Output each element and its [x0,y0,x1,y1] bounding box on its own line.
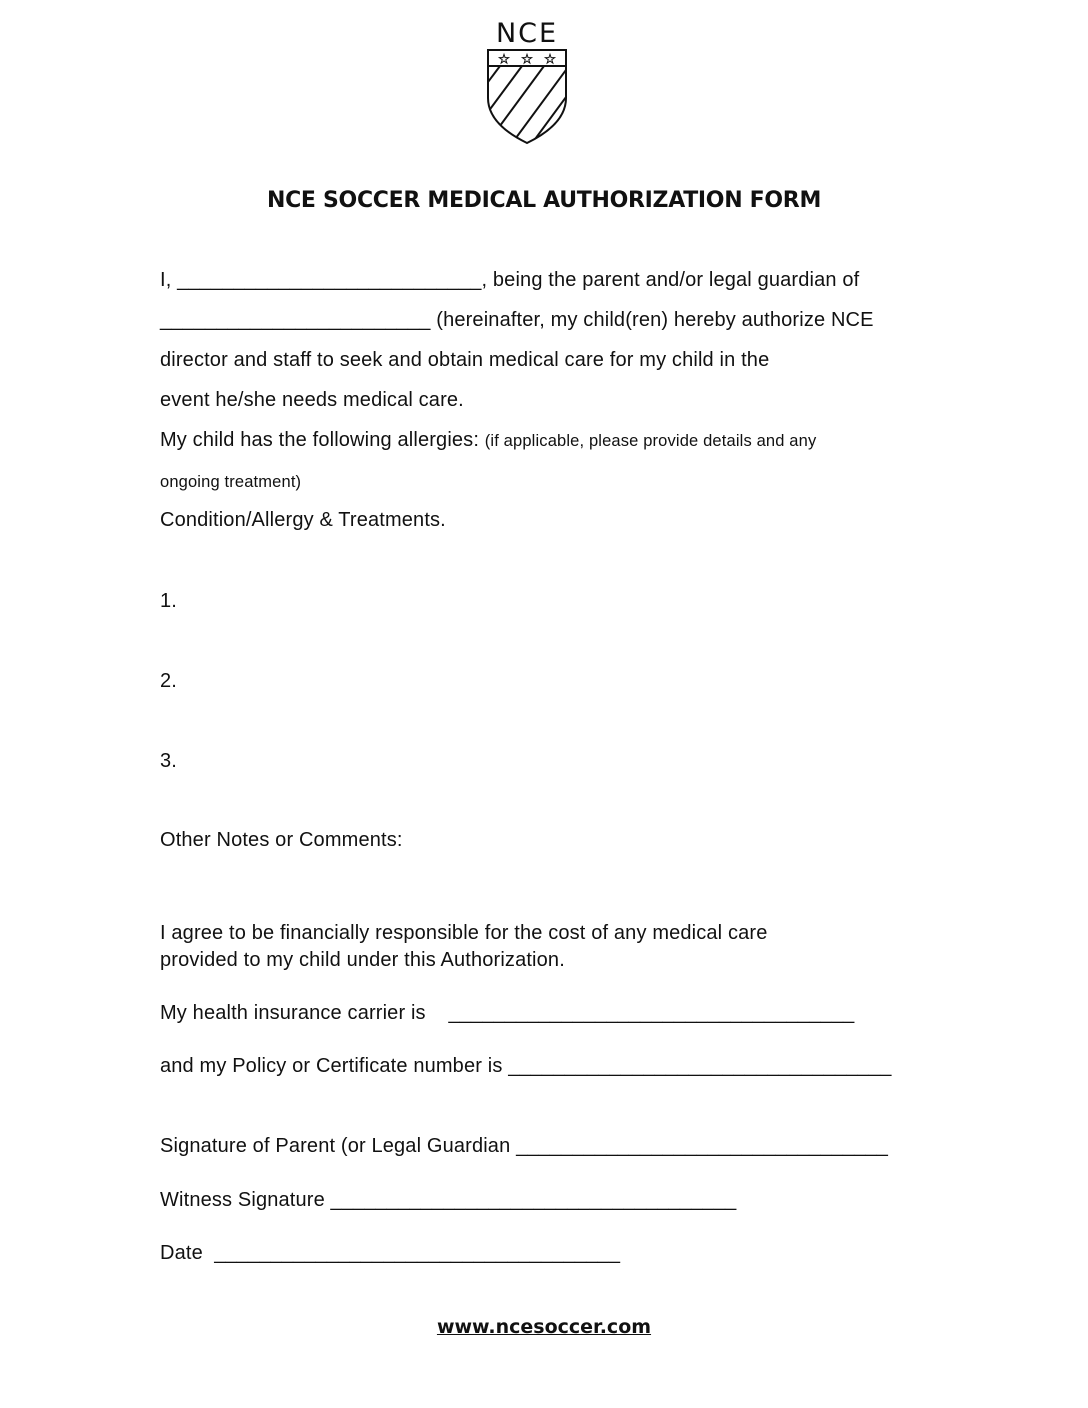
allergies-note-continued: ongoing treatment) [160,473,302,491]
footer [0,1316,1088,1338]
numbered-item-2: 2. [160,670,177,692]
website-link[interactable]: www.ncesoccer.com [436,1316,652,1338]
logo-text: NCE [495,18,559,49]
parent-signature-field: Signature of Parent (or Legal Guardian _________________________________ [160,1135,889,1157]
medical-care-line: event he/she needs medical care. [160,389,464,411]
nce-logo [480,16,574,146]
other-notes-label: Other Notes or Comments: [160,829,403,851]
allergies-line [160,428,816,453]
svg-text:★: ★ [544,52,556,66]
numbered-item-1: 1. [160,590,177,612]
child-line: ________________________ (hereinafter, my child(ren) hereby authorize NCE [160,309,874,331]
svg-text:★: ★ [521,52,533,66]
nce-shield-icon [480,50,574,146]
agreement-line-2: provided to my child under this Authorization. [160,949,565,971]
witness-signature-field: Witness Signature ____________________________________ [160,1189,737,1211]
guardian-line: I, ___________________________, being the parent and/or legal guardian of [160,269,860,291]
svg-text:★: ★ [498,52,510,66]
condition-heading: Condition/Allergy & Treatments. [160,509,446,531]
allergies-label: My child has the following allergies: [160,429,485,451]
authorization-line: director and staff to seek and obtain medical care for my child in the [160,349,770,371]
numbered-item-3: 3. [160,750,177,772]
form-title: NCE SOCCER MEDICAL AUTHORIZATION FORM [266,188,822,213]
insurance-carrier-field: My health insurance carrier is ____________________________________ [160,1002,855,1024]
allergies-note: (if applicable, please provide details and any [484,432,817,450]
date-field: Date ____________________________________ [160,1242,621,1264]
agreement-line-1: I agree to be financially responsible for the cost of any medical care [160,922,768,944]
policy-number-field: and my Policy or Certificate number is __________________________________ [160,1055,892,1077]
